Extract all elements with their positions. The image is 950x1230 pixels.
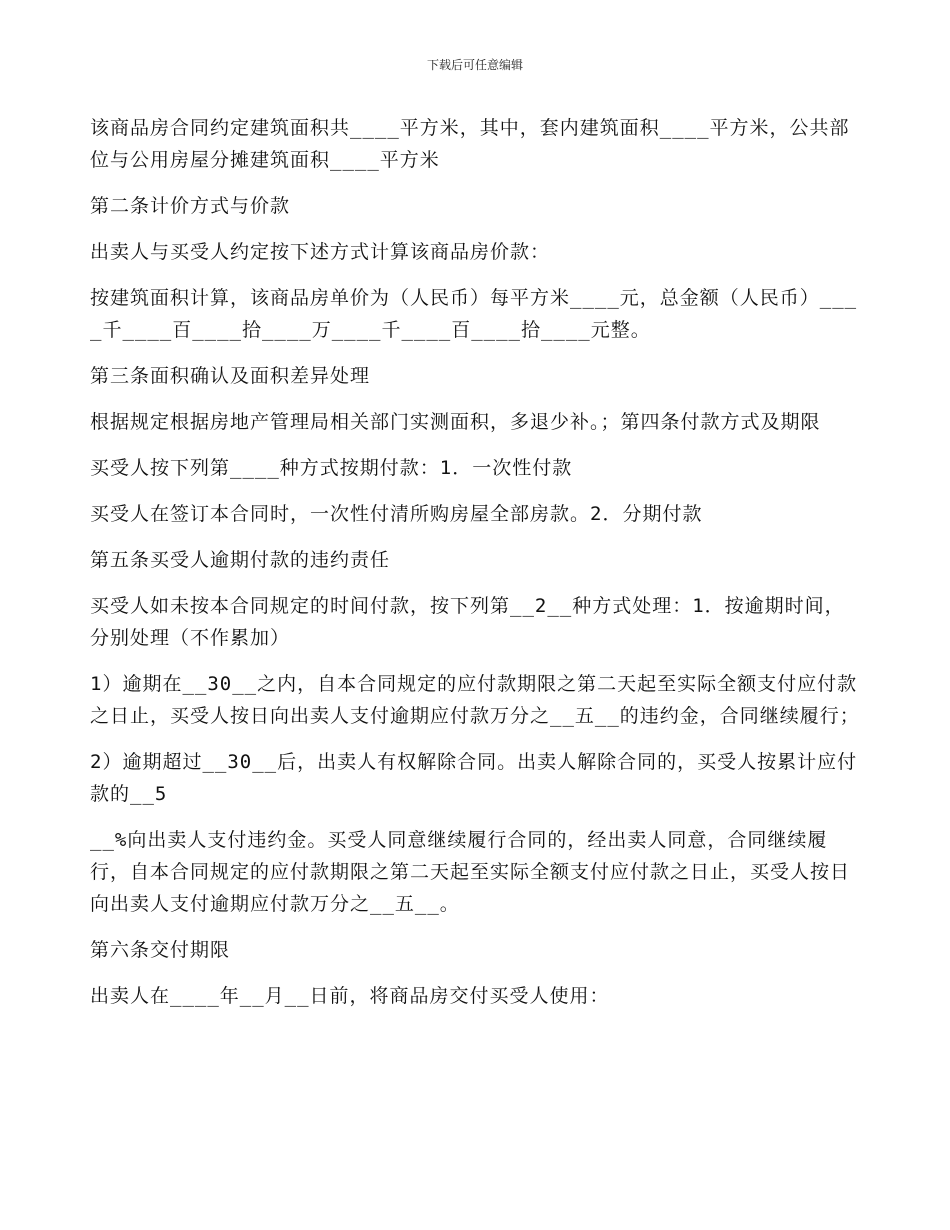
paragraph-area-summary: 该商品房合同约定建筑面积共____平方米，其中，套内建筑面积____平方米，公共部位与公用房屋分摊建筑面积____平方米 — [90, 117, 850, 171]
paragraph-late-over-30: 2）逾期超过__30__后，出卖人有权解除合同。出卖人解除合同的，买受人按累计应付款的__5 — [90, 751, 858, 805]
paragraph-late-within-30: 1）逾期在__30__之内，自本合同规定的应付款期限之第二天起至实际全额支付应付款之日止，买受人按日向出卖人支付逾期应付款万分之__五__的违约金，合同继续履行； — [90, 673, 860, 727]
paragraph-payment-option: 买受人按下列第____种方式按期付款：1．一次性付款 — [90, 457, 573, 479]
paragraph-late-payment: 买受人如未按本合同规定的时间付款，按下列第__2__种方式处理：1．按逾期时间，分别处理（不作累加） — [90, 595, 845, 649]
section-heading-article-6: 第六条交付期限 — [90, 939, 231, 961]
section-heading-article-2: 第二条计价方式与价款 — [90, 195, 291, 217]
page-header: 下载后可任意编辑 — [426, 58, 523, 72]
paragraph-lump-sum: 买受人在签订本合同时，一次性付清所购房屋全部房款。2．分期付款 — [90, 503, 703, 525]
paragraph-unit-price: 按建筑面积计算，该商品房单价为（人民币）每平方米____元，总金额（人民币）____千____百____拾____万____千____百____拾____元整。 — [90, 287, 858, 341]
document-body — [90, 112, 860, 1026]
paragraph-delivery-date: 出卖人在____年__月__日前，将商品房交付买受人使用： — [90, 985, 610, 1007]
paragraph-pricing-method: 出卖人与买受人约定按下述方式计算该商品房价款： — [90, 241, 551, 263]
paragraph-penalty: __%向出卖人支付违约金。买受人同意继续履行合同的，经出卖人同意，合同继续履行，自本合同规定的应付款期限之第二天起至实际全额支付应付款之日止，买受人按日向出卖人支付逾期应付款万分之__五__。 — [90, 829, 851, 915]
paragraph-area-adjustment: 根据规定根据房地产管理局相关部门实测面积，多退少补。；第四条付款方式及期限 — [90, 411, 821, 433]
section-heading-article-5: 第五条买受人逾期付款的违约责任 — [90, 549, 391, 571]
section-heading-article-3: 第三条面积确认及面积差异处理 — [90, 365, 371, 387]
